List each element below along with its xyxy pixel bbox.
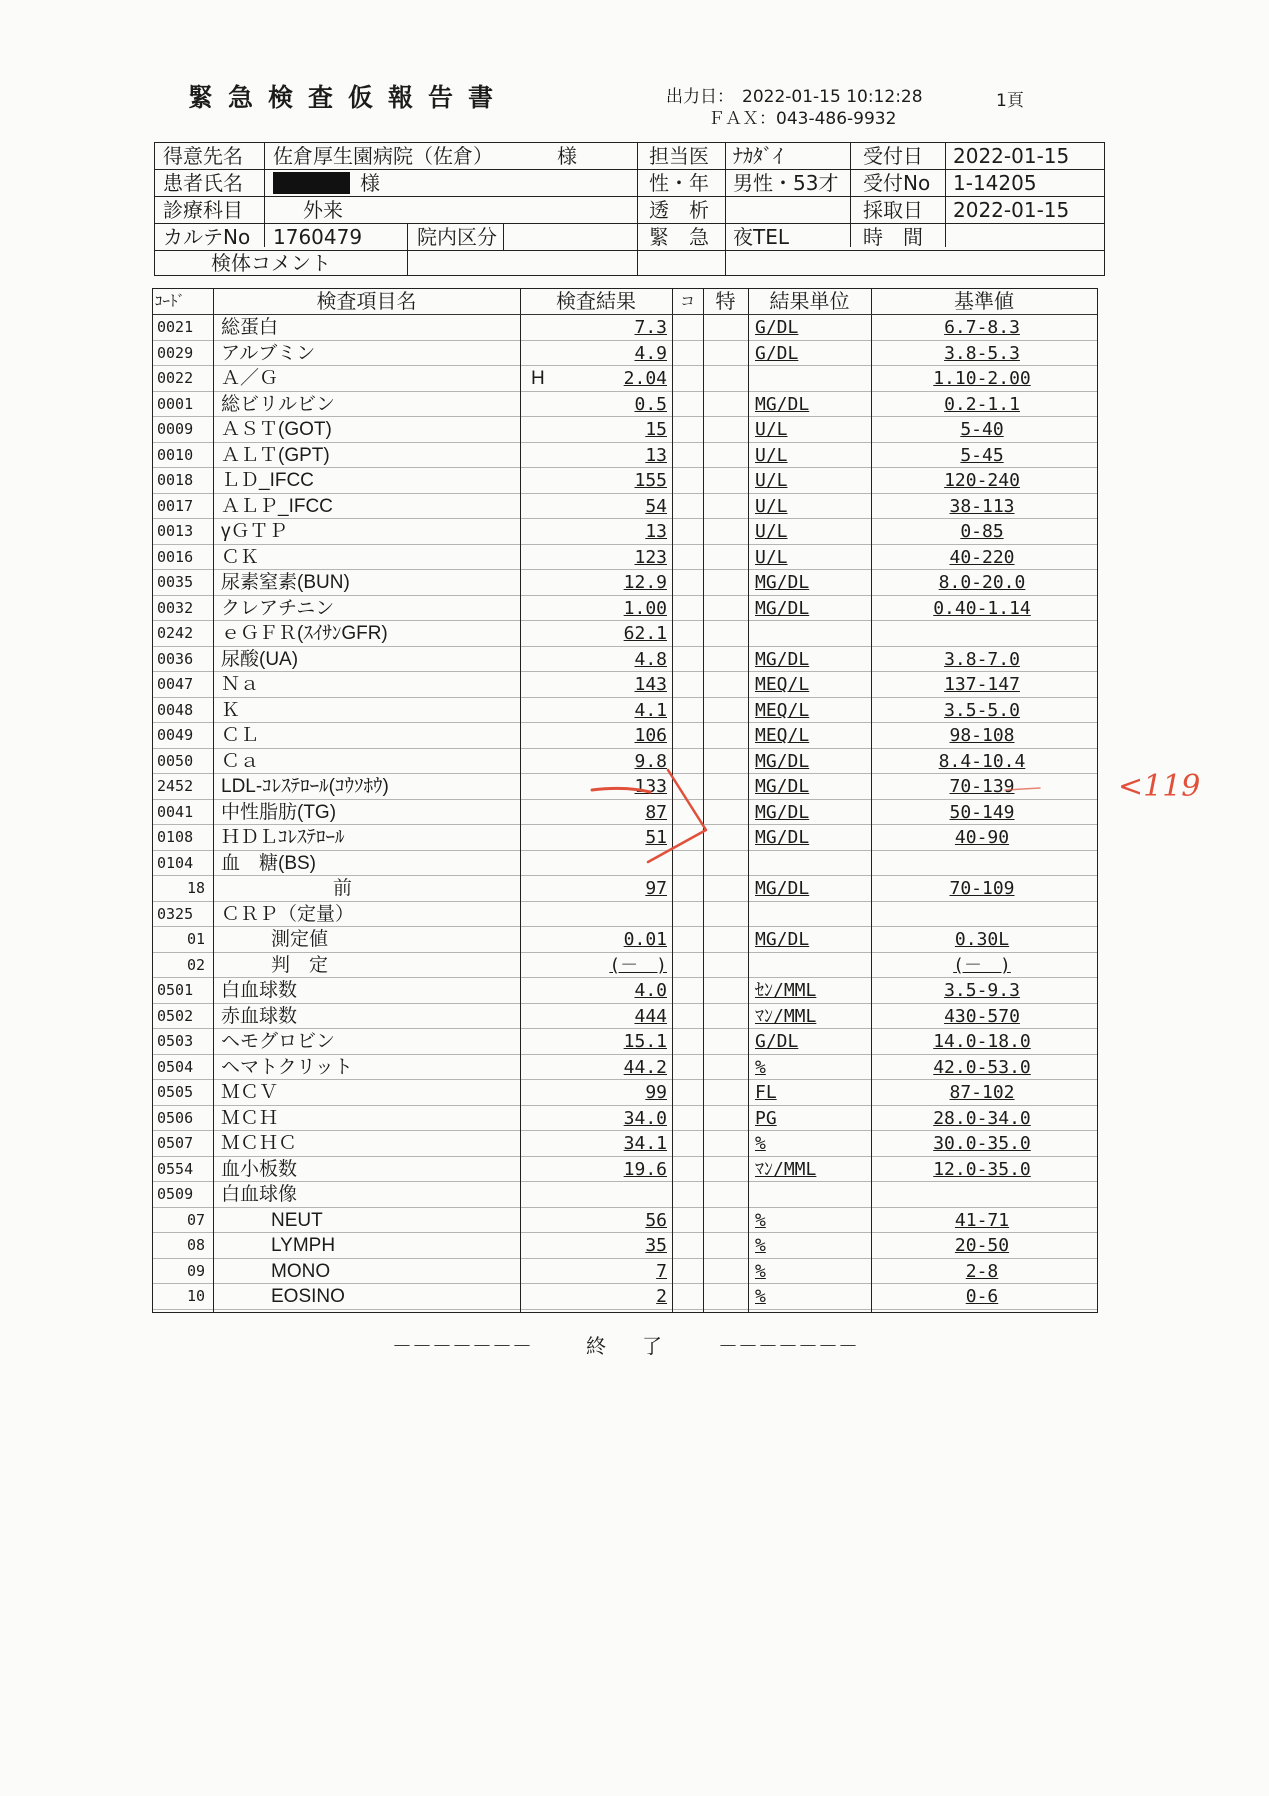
row-code: 0506 (157, 1108, 194, 1127)
row-code: 18 (186, 879, 205, 897)
row-reference: 70-139 (949, 776, 1015, 797)
row-item-name: ＬＤ_IFCC (221, 470, 314, 491)
row-result: 12.9 (623, 572, 667, 593)
row-code: 0013 (157, 522, 194, 540)
row-result: 99 (645, 1082, 667, 1103)
row-result: 0.5 (634, 393, 667, 415)
client-suffix: 様 (557, 144, 577, 168)
col-toku: 特 (715, 289, 736, 313)
row-result: 44.2 (623, 1056, 667, 1078)
output-date-label: 出力日： (666, 87, 734, 107)
row-reference: 87-102 (949, 1082, 1015, 1103)
row-unit: MG/DL (755, 827, 810, 848)
row-item-name: 総蛋白 (221, 317, 279, 338)
row-code: 0501 (157, 981, 194, 999)
row-item-name: 血小板数 (221, 1158, 298, 1180)
row-item-name: 血 糖(BS) (221, 852, 317, 874)
row-reference: 1.10-2.00 (933, 368, 1031, 389)
row-item-name: 白血球数 (221, 980, 298, 1001)
row-item-name: ｅＧＦＲ(ｽｲｻﾝGFR) (221, 623, 388, 644)
row-reference: 2-8 (965, 1260, 999, 1282)
row-unit: G/DL (755, 342, 799, 364)
sex-age-value: 男性・53才 (733, 171, 839, 195)
row-item-name: 判 定 (271, 954, 329, 976)
row-unit: MG/DL (755, 597, 810, 619)
row-result: 4.8 (634, 648, 667, 670)
row-code: 0505 (157, 1083, 194, 1101)
row-code: 01 (186, 930, 205, 948)
row-code: 0022 (157, 369, 194, 387)
row-reference: 70-109 (949, 878, 1015, 899)
row-result: 35 (645, 1235, 667, 1256)
row-item-name: ＣＬ (221, 725, 260, 746)
row-code: 0036 (157, 649, 194, 668)
doctor-value: ﾅｶﾀﾞｲ (733, 144, 783, 168)
row-result: 155 (634, 470, 667, 491)
row-code: 0016 (157, 547, 194, 566)
row-reference: 12.0-35.0 (933, 1158, 1031, 1180)
row-item-name: 測定値 (271, 929, 329, 950)
row-unit: MG/DL (755, 878, 810, 899)
row-result: 2.04 (623, 368, 667, 389)
row-code: 0041 (157, 802, 194, 821)
row-item-name: Ｎａ (221, 674, 260, 695)
row-reference: 6.7-8.3 (944, 317, 1020, 338)
row-reference: 41-71 (954, 1209, 1010, 1231)
row-item-name: ＣＲＰ（定量） (221, 903, 355, 925)
row-reference: 28.0-34.0 (933, 1107, 1031, 1129)
row-result: 7.3 (634, 317, 667, 338)
row-unit: % (755, 1209, 766, 1231)
row-item-name: Ｋ (221, 699, 241, 721)
row-reference: 0.2-1.1 (944, 393, 1020, 415)
row-reference: 3.8-7.0 (944, 648, 1020, 670)
row-code: 0001 (157, 394, 194, 413)
row-result: 7 (656, 1260, 667, 1282)
row-unit: U/L (755, 495, 788, 517)
row-item-name: Ｃａ (221, 750, 260, 772)
row-reference: 5-45 (960, 444, 1004, 466)
received-date-value: 2022-01-15 (953, 144, 1070, 168)
row-item-name: MONO (271, 1260, 331, 1282)
row-result: 4.9 (634, 342, 667, 364)
row-unit: MEQ/L (755, 699, 810, 721)
col-ko: コ (679, 292, 695, 310)
row-result: 13 (645, 521, 667, 542)
sex-age-label: 性・年 (649, 171, 709, 195)
row-reference: 38-113 (949, 495, 1015, 517)
row-item-name: ヘマトクリット (221, 1056, 353, 1078)
row-unit: % (755, 1260, 766, 1282)
row-item-name: γＧＴＰ (221, 521, 288, 542)
row-reference: 120-240 (944, 470, 1020, 491)
row-unit: U/L (755, 444, 788, 466)
row-code: 08 (186, 1236, 205, 1254)
row-item-name: ＭＣＶ (221, 1082, 279, 1103)
row-result: 51 (645, 827, 667, 848)
receipt-no-value: 1-14205 (953, 171, 1037, 195)
row-unit: PG (755, 1107, 777, 1129)
row-flag: H (531, 368, 545, 389)
row-reference: 0.40-1.14 (933, 597, 1031, 619)
row-reference: 20-50 (954, 1235, 1010, 1256)
pen-dash (1005, 788, 1040, 790)
row-code: 02 (186, 955, 205, 974)
row-reference: 3.5-5.0 (944, 699, 1020, 721)
page-number: 1頁 (996, 91, 1024, 111)
row-code: 0554 (157, 1159, 194, 1178)
row-reference: (－ ) (953, 954, 1011, 976)
pen-strike (592, 788, 650, 792)
row-code: 0010 (157, 445, 194, 464)
row-result: 444 (634, 1005, 667, 1027)
ward-label: 院内区分 (417, 225, 497, 249)
col-reference: 基準値 (954, 289, 1014, 313)
row-item-name: ＡＳＴ(GOT) (221, 419, 332, 440)
row-result: 143 (634, 674, 667, 695)
dept-label: 診療科目 (163, 198, 243, 222)
row-code: 0009 (157, 420, 194, 438)
row-result: 4.0 (634, 980, 667, 1001)
row-reference: 8.4-10.4 (938, 750, 1026, 772)
row-reference: 42.0-53.0 (933, 1056, 1031, 1078)
row-result: 4.1 (634, 699, 667, 721)
report-title: 緊急検査仮報告書 (188, 83, 509, 112)
patient-label: 患者氏名 (163, 171, 243, 195)
row-unit: G/DL (755, 317, 799, 338)
row-code: 0325 (157, 904, 194, 923)
row-unit: ﾏﾝ/MML (755, 1005, 817, 1027)
row-reference: 30.0-35.0 (933, 1133, 1031, 1154)
row-item-name: ＣＫ (221, 546, 260, 568)
row-reference: 14.0-18.0 (933, 1031, 1031, 1052)
row-code: 10 (186, 1287, 205, 1305)
row-item-name: LDL-ｺﾚｽﾃﾛｰﾙ(ｺｳｿﾎｳ) (221, 776, 389, 797)
row-item-name: ＡＬＰ_IFCC (221, 495, 333, 517)
row-unit: U/L (755, 521, 788, 542)
row-unit: U/L (755, 419, 788, 440)
row-result: 106 (634, 725, 667, 746)
row-reference: 98-108 (949, 725, 1015, 746)
pen-bracket (648, 770, 706, 862)
row-unit: FL (755, 1082, 777, 1103)
row-item-name: 尿酸(UA) (221, 648, 299, 670)
row-code: 0242 (157, 624, 194, 642)
row-item-name: EOSINO (271, 1286, 345, 1307)
row-reference: 0-85 (960, 521, 1004, 542)
row-item-name: ＭＣＨ (221, 1107, 279, 1129)
row-reference: 40-90 (954, 827, 1010, 848)
row-code: 0018 (157, 471, 194, 489)
row-unit: % (755, 1056, 766, 1078)
row-reference: 137-147 (944, 674, 1020, 695)
urgent-label: 緊 急 (649, 225, 709, 249)
row-item-name: アルブミン (221, 342, 316, 364)
collect-date-value: 2022-01-15 (953, 198, 1070, 222)
received-date-label: 受付日 (863, 144, 923, 168)
row-code: 0035 (157, 573, 194, 591)
row-code: 0021 (157, 318, 194, 336)
row-result: 87 (645, 801, 667, 823)
row-reference: 5-40 (960, 419, 1004, 440)
dept-value: 外来 (303, 198, 343, 222)
row-unit: MG/DL (755, 750, 810, 772)
row-result: 123 (634, 546, 667, 568)
row-unit: ﾏﾝ/MML (755, 1158, 817, 1180)
row-code: 0047 (157, 675, 194, 693)
pen-note: <119 (1118, 769, 1201, 804)
row-item-name: ヘモグロビン (221, 1031, 336, 1052)
row-code: 0048 (157, 700, 194, 719)
col-unit: 結果単位 (769, 289, 850, 313)
row-unit: MG/DL (755, 393, 810, 415)
receipt-no-label: 受付No (863, 171, 931, 195)
row-item-name: 総ビリルビン (221, 393, 336, 415)
dialysis-label: 透 析 (649, 198, 709, 222)
urgent-value: 夜TEL (733, 225, 789, 249)
row-item-name: 白血球像 (221, 1184, 298, 1205)
row-reference: 8.0-20.0 (938, 572, 1026, 593)
row-result: 0.01 (623, 929, 667, 950)
row-unit: G/DL (755, 1031, 799, 1052)
row-result: 15.1 (623, 1031, 667, 1052)
row-item-name: ＡＬＴ(GPT) (221, 444, 330, 466)
row-result: 19.6 (623, 1158, 667, 1180)
row-code: 0504 (157, 1057, 194, 1076)
row-item-name: NEUT (271, 1209, 323, 1231)
patient-suffix: 様 (360, 171, 380, 195)
output-datetime: 2022-01-15 10:12:28 (742, 87, 923, 107)
col-code: ｺｰﾄﾞ (155, 292, 186, 310)
row-code: 0507 (157, 1134, 194, 1152)
row-result: 54 (645, 495, 667, 517)
row-code: 0108 (157, 828, 194, 846)
time-label: 時 間 (863, 225, 923, 249)
row-reference: 0.30L (954, 929, 1010, 950)
row-unit: U/L (755, 470, 788, 491)
row-unit: MEQ/L (755, 725, 810, 746)
row-unit: % (755, 1235, 766, 1256)
row-code: 0029 (157, 343, 194, 362)
row-code: 0502 (157, 1006, 194, 1025)
row-unit: % (755, 1286, 766, 1307)
fax-number: ＦＡＸ：043-486-9932 (708, 109, 897, 129)
row-unit: MG/DL (755, 929, 810, 950)
client-value: 佐倉厚生園病院（佐倉） (273, 144, 493, 168)
row-unit: % (755, 1133, 766, 1154)
row-result: 9.8 (634, 750, 667, 772)
row-item-name: 赤血球数 (221, 1005, 298, 1027)
col-result: 検査結果 (556, 289, 636, 313)
row-result: 56 (645, 1209, 667, 1231)
row-item-name: 中性脂肪(TG) (221, 801, 337, 823)
doctor-label: 担当医 (649, 144, 709, 168)
collect-date-label: 採取日 (863, 198, 923, 222)
row-code: 0032 (157, 598, 194, 617)
row-item-name: 前 (333, 878, 353, 899)
row-code: 09 (186, 1261, 205, 1280)
row-unit: MG/DL (755, 648, 810, 670)
col-item-name: 検査項目名 (316, 289, 417, 313)
row-reference: 3.8-5.3 (944, 342, 1020, 364)
end-dash-right: －－－－－－－ (718, 1334, 858, 1358)
row-code: 0104 (157, 853, 194, 872)
row-code: 2452 (157, 777, 194, 795)
row-reference: 40-220 (949, 546, 1015, 568)
row-reference: 0-6 (965, 1286, 999, 1307)
row-unit: MEQ/L (755, 674, 810, 695)
row-reference: 50-149 (949, 801, 1015, 823)
row-result: 34.0 (623, 1107, 667, 1129)
row-result: 133 (634, 776, 667, 797)
row-unit: MG/DL (755, 776, 810, 797)
row-code: 0503 (157, 1032, 194, 1050)
row-code: 07 (186, 1210, 205, 1229)
row-unit: MG/DL (755, 572, 810, 593)
row-item-name: Ａ／Ｇ (221, 368, 279, 389)
row-result: 2 (656, 1286, 667, 1307)
row-code: 0049 (157, 726, 194, 744)
row-result: 13 (645, 444, 667, 466)
row-result: 62.1 (623, 623, 667, 644)
row-result: 1.00 (623, 597, 667, 619)
sample-comment-label: 検体コメント (211, 251, 331, 275)
chart-no-label: カルテNo (163, 225, 251, 249)
row-item-name: 尿素窒素(BUN) (221, 572, 350, 593)
row-unit: ｾﾝ/MML (755, 980, 817, 1001)
end-dash-left: －－－－－－－ (392, 1334, 532, 1358)
row-item-name: ＨＤＬｺﾚｽﾃﾛｰﾙ (221, 827, 345, 848)
end-mark: 終 了 (586, 1334, 670, 1358)
client-label: 得意先名 (163, 144, 243, 168)
row-item-name: LYMPH (271, 1235, 336, 1256)
row-result: 34.1 (623, 1133, 667, 1154)
row-reference: 430-570 (944, 1005, 1020, 1027)
row-result: 97 (645, 878, 667, 899)
row-unit: MG/DL (755, 801, 810, 823)
row-reference: 3.5-9.3 (944, 980, 1020, 1001)
row-code: 0050 (157, 751, 194, 770)
chart-no-value: 1760479 (273, 225, 363, 249)
row-item-name: ＭＣＨＣ (221, 1133, 298, 1154)
row-item-name: クレアチニン (221, 597, 335, 619)
row-code: 0509 (157, 1185, 194, 1203)
row-result: 15 (645, 419, 667, 440)
row-unit: U/L (755, 546, 788, 568)
row-code: 0017 (157, 496, 194, 515)
row-result: (－ ) (609, 954, 667, 976)
